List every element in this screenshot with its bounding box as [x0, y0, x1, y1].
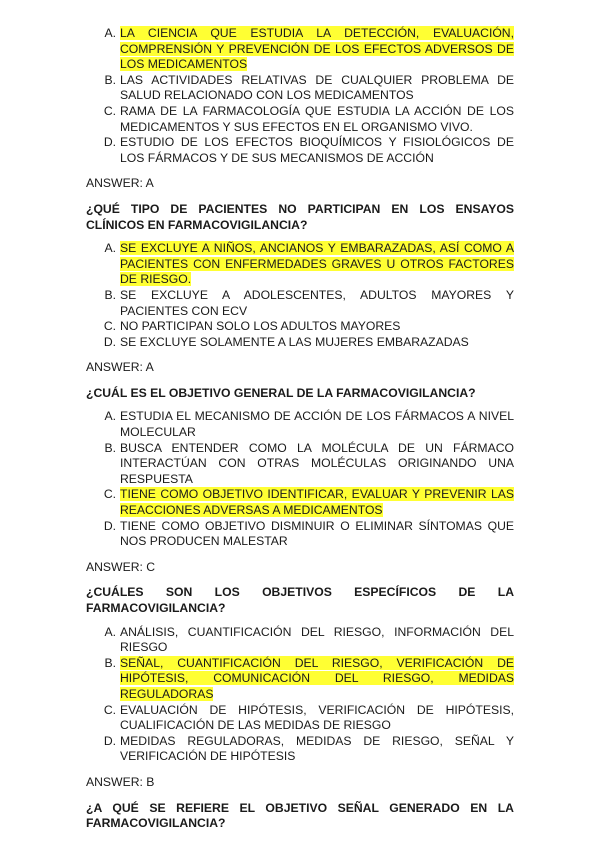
answer-line: ANSWER: B [86, 774, 155, 789]
highlighted-answer: TIENE COMO OBJETIVO IDENTIFICAR, EVALUAR Y PREVENIR LAS REACCIONES ADVERSAS A MEDICAMENTOS [120, 487, 514, 518]
question-text: ¿QUÉ TIPO DE PACIENTES NO PARTICIPAN EN LOS ENSAYOS CLÍNICOS EN FARMACOVIGILANCIA? [86, 201, 514, 232]
option-a: A. SE EXCLUYE A NIÑOS, ANCIANOS Y EMBARAZADAS, ASÍ COMO A PACIENTES CON ENFERMEDADES GRAVES U OTROS FACTORES DE RIESGO. [104, 241, 514, 287]
question-text: ¿CUÁL ES EL OBJETIVO GENERAL DE LA FARMACOVIGILANCIA? [86, 385, 476, 400]
quiz-block [86, 26, 514, 192]
option-d: D. ESTUDIO DE LOS EFECTOS BIOQUÍMICOS Y FISIOLÓGICOS DE LOS FÁRMACOS Y DE SUS MECANISMOS DE ACCIÓN [103, 135, 514, 165]
option-d: D. TIENE COMO OBJETIVO DISMINUIR O ELIMINAR SÍNTOMAS QUE NOS PRODUCEN MALESTAR [103, 518, 514, 549]
highlighted-answer: SEÑAL, CUANTIFICACIÓN DEL RIESGO, VERIFICACIÓN DE HIPÓTESIS, COMUNICACIÓN DEL RIESGO, MEDIDAS REGULADORAS [120, 655, 514, 701]
option-a: A. ESTUDIA EL MECANISMO DE ACCIÓN DE LOS FÁRMACOS A NIVEL MOLECULAR [104, 409, 514, 440]
answer-line: ANSWER: A [86, 360, 154, 375]
option-a: A. ANÁLISIS, CUANTIFICACIÓN DEL RIESGO, INFORMACIÓN DEL RIESGO [104, 624, 514, 655]
options-list [86, 625, 514, 765]
option-d: D. SE EXCLUYE SOLAMENTE A LAS MUJERES EMBARAZADAS [103, 334, 469, 349]
quiz-block [86, 585, 514, 790]
highlighted-answer: LA CIENCIA QUE ESTUDIA LA DETECCIÓN, EVALUACIÓN, COMPRENSIÓN Y PREVENCIÓN DE LOS EFECTOS ADVERSOS DE LOS MEDICAMENTOS [120, 26, 514, 72]
option-d: D. MEDIDAS REGULADORAS, MEDIDAS DE RIESGO, SEÑAL Y VERIFICACIÓN DE HIPÓTESIS [103, 733, 514, 764]
question-text: ¿A QUÉ SE REFIERE EL OBJETIVO SEÑAL GENERADO EN LA FARMACOVIGILANCIA? [86, 800, 514, 831]
question-text: ¿CUÁLES SON LOS OBJETIVOS ESPECÍFICOS DE LA FARMACOVIGILANCIA? [86, 585, 514, 615]
option-b: B. SEÑAL, CUANTIFICACIÓN DEL RIESGO, VERIFICACIÓN DE HIPÓTESIS, COMUNICACIÓN DEL RIESGO, MEDIDAS REGULADORAS [104, 655, 514, 701]
option-c: C. RAMA DE LA FARMACOLOGÍA QUE ESTUDIA LA ACCIÓN DE LOS MEDICAMENTOS Y SUS EFECTOS EN EL ORGANISMO VIVO. [103, 103, 514, 134]
options-list [86, 409, 514, 549]
option-a: A. LA CIENCIA QUE ESTUDIA LA DETECCIÓN, EVALUACIÓN, COMPRENSIÓN Y PREVENCIÓN DE LOS EFECTOS ADVERSOS DE LOS MEDICAMENTOS [104, 26, 514, 72]
highlighted-answer: SE EXCLUYE A NIÑOS, ANCIANOS Y EMBARAZADAS, ASÍ COMO A PACIENTES CON ENFERMEDADES GRAVES U OTROS FACTORES DE RIESGO. [120, 241, 514, 287]
options-list [86, 241, 514, 350]
option-c: C. TIENE COMO OBJETIVO IDENTIFICAR, EVALUAR Y PREVENIR LAS REACCIONES ADVERSAS A MEDICAMENTOS [103, 487, 514, 518]
option-b: B. SE EXCLUYE A ADOLESCENTES, ADULTOS MAYORES Y PACIENTES CON ECV [104, 287, 514, 318]
option-c: C. EVALUACIÓN DE HIPÓTESIS, VERIFICACIÓN DE HIPÓTESIS, CUALIFICACIÓN DE LAS MEDIDAS DE RIESGO [103, 702, 514, 733]
option-c: C. NO PARTICIPAN SOLO LOS ADULTOS MAYORES [103, 319, 401, 334]
option-b: B. LAS ACTIVIDADES RELATIVAS DE CUALQUIER PROBLEMA DE SALUD RELACIONADO CON LOS MEDICAMENTOS [104, 72, 514, 103]
answer-line: ANSWER: A [86, 176, 154, 191]
option-b: B. BUSCA ENTENDER COMO LA MOLÉCULA DE UN FÁRMACO INTERACTÚAN CON OTRAS MOLÉCULAS ORIGINANDO UNA RESPUESTA [104, 440, 514, 486]
options-list [86, 26, 514, 166]
answer-line: ANSWER: C [86, 559, 156, 574]
quiz-block [86, 202, 514, 376]
quiz-block [86, 801, 514, 832]
quiz-block [86, 386, 514, 576]
